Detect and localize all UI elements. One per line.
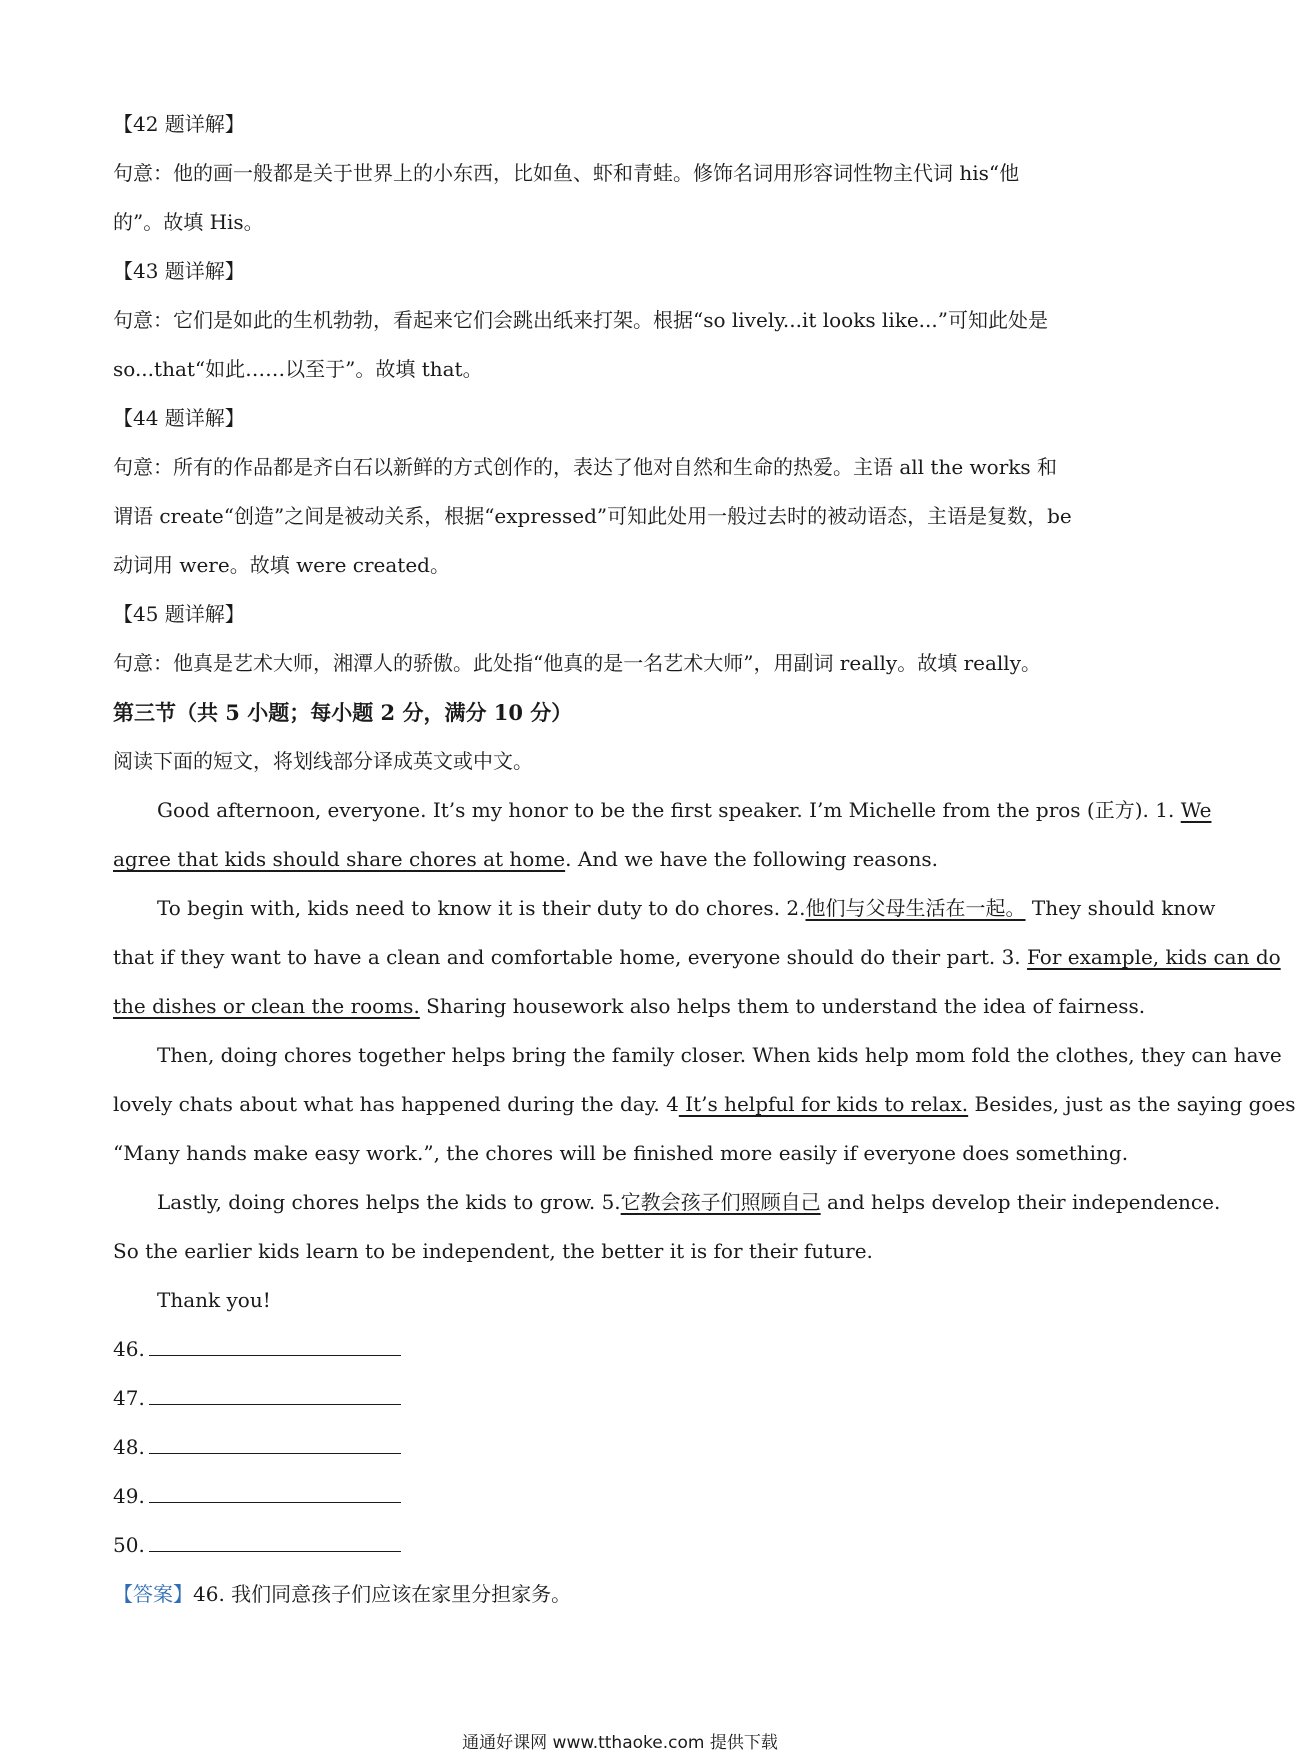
answer-blank-50 [113, 1521, 1133, 1570]
q44-explanation-line-1: 句意：所有的作品都是齐白石以新鲜的方式创作的，表达了他对自然和生命的热爱。主语 all the works 和 [113, 455, 1058, 479]
q44-explanation-line-3: 动词用 were。故填 were created。 [113, 553, 450, 577]
passage-paragraph-3-cont-2: “Many hands make easy work.”, the chores will be finished more easily if everyone does something. [113, 1141, 1129, 1165]
passage-text: that if they want to have a clean and comfortable home, everyone should do their part. 3. [113, 945, 1028, 969]
passage-text: . And we have the following reasons. [565, 847, 939, 871]
passage-text: lovely chats about what has happened during the day. 4 [113, 1092, 679, 1116]
underlined-sentence-1-cont: agree that kids should share chores at home [113, 847, 566, 871]
passage-paragraph-2 [113, 884, 1216, 933]
page-footer: 通通好课网 www.tthaoke.com 提供下载 [462, 1733, 778, 1753]
underlined-sentence-1: We [1180, 798, 1212, 822]
passage-text: and helps develop their independence. [820, 1190, 1221, 1214]
passage-closing: Thank you! [157, 1288, 271, 1312]
answer-blank-46 [113, 1325, 1133, 1374]
passage-text: To begin with, kids need to know it is their duty to do chores. 2. [157, 896, 806, 920]
answer-line [149, 1535, 401, 1552]
passage-paragraph-3-cont [113, 1080, 1296, 1129]
q42-explanation-line-2: 的”。故填 His。 [113, 210, 264, 234]
passage-paragraph-4-cont: So the earlier kids learn to be independent, the better it is for their future. [113, 1239, 873, 1263]
blank-number: 46. [113, 1337, 145, 1361]
answer-line [149, 1388, 401, 1405]
passage-text: They should know [1025, 896, 1216, 920]
answer-blank-47 [113, 1374, 1133, 1423]
q45-heading: 【45 题详解】 [113, 602, 245, 626]
q43-explanation-line-1: 句意：它们是如此的生机勃勃，看起来它们会跳出纸来打架。根据“so lively...it looks like...”可知此处是 [113, 308, 1048, 332]
underlined-sentence-3: For example, kids can do [1027, 945, 1281, 969]
answer-line [149, 1437, 401, 1454]
passage-paragraph-2-cont [113, 933, 1281, 982]
document-page [113, 100, 1296, 1619]
passage-paragraph-3: Then, doing chores together helps bring the family closer. When kids help mom fold the clothes, they can have [157, 1043, 1282, 1067]
passage-text: Besides, just as the saying goes [968, 1092, 1296, 1116]
underlined-sentence-3-cont: the dishes or clean the rooms. [113, 994, 420, 1018]
passage-text: Good afternoon, everyone. It’s my honor to be the first speaker. I’m Michelle from the pros (正方). 1. [157, 798, 1181, 822]
q43-heading: 【43 题详解】 [113, 259, 245, 283]
answer-line [149, 1339, 401, 1356]
answer-line [149, 1486, 401, 1503]
q43-explanation-line-2: so...that“如此……以至于”。故填 that。 [113, 357, 483, 381]
section-3-instruction: 阅读下面的短文，将划线部分译成英文或中文。 [113, 749, 533, 773]
blank-number: 48. [113, 1435, 145, 1459]
q42-heading: 【42 题详解】 [113, 112, 245, 136]
passage-paragraph-1-cont [113, 835, 1133, 884]
answer-tag: 【答案】 [113, 1582, 193, 1606]
blank-number: 47. [113, 1386, 145, 1410]
answer-blank-49 [113, 1472, 1133, 1521]
underlined-sentence-4: It’s helpful for kids to relax. [678, 1092, 969, 1116]
q45-explanation-line-1: 句意：他真是艺术大师，湘潭人的骄傲。此处指“他真的是一名艺术大师”，用副词 really。故填 really。 [113, 651, 1041, 675]
blank-number: 49. [113, 1484, 145, 1508]
q42-explanation-line-1: 句意：他的画一般都是关于世界上的小东西，比如鱼、虾和青蛙。修饰名词用形容词性物主代词 his“他 [113, 161, 1020, 185]
passage-text: Sharing housework also helps them to understand the idea of fairness. [419, 994, 1146, 1018]
answer-text: 46. 我们同意孩子们应该在家里分担家务。 [193, 1582, 572, 1606]
blank-number: 50. [113, 1533, 145, 1557]
passage-paragraph-4 [113, 1178, 1221, 1227]
answer-line-46 [113, 1570, 1133, 1619]
passage-paragraph-1 [113, 786, 1212, 835]
q44-heading: 【44 题详解】 [113, 406, 245, 430]
q44-explanation-line-2: 谓语 create“创造”之间是被动关系，根据“expressed”可知此处用一般过去时的被动语态，主语是复数，be [113, 504, 1072, 528]
answer-blank-48 [113, 1423, 1133, 1472]
section-3-title: 第三节（共 5 小题；每小题 2 分，满分 10 分） [113, 700, 573, 725]
passage-paragraph-2-cont-2 [113, 982, 1146, 1031]
underlined-sentence-5: 它教会孩子们照顾自己 [620, 1190, 821, 1214]
underlined-sentence-2: 他们与父母生活在一起。 [805, 896, 1026, 920]
passage-text: Lastly, doing chores helps the kids to grow. 5. [157, 1190, 621, 1214]
